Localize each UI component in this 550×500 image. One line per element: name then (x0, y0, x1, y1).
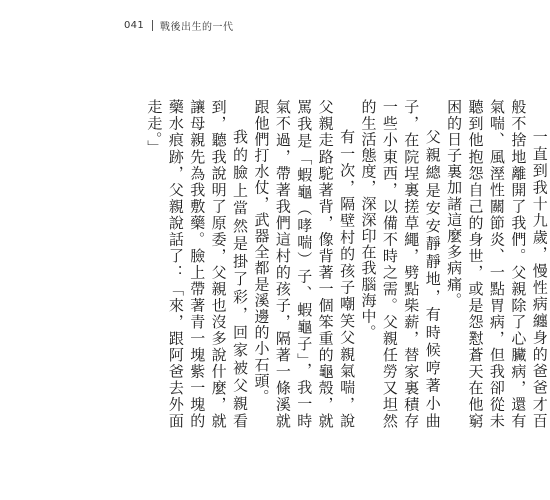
paragraph-4: 我的臉上當然是掛了彩，回家被父親看到，聽我說明了原委，父親也沒多說什麼，就讓母親先為我敷藥。臉上帶著青一塊紫一塊的藥水痕跡，父親說話了：「來，跟阿爸去外面走走。」 (145, 99, 250, 429)
header-divider (152, 20, 153, 31)
page-header (124, 18, 234, 32)
body-text (143, 99, 550, 429)
chapter-title: 戰後出生的一代 (160, 21, 234, 33)
page-number: 041 (124, 19, 144, 31)
paragraph-2: 父親總是安安靜靜地，有時候哼著小曲子，在院埕裏搓草繩，劈點柴薪，替家裏積存一些小東西，以備不時之需。父親任勞又坦然的生活態度，深深印在我腦海中。 (359, 99, 442, 429)
paragraph-1: 一直到我十九歲，慢性病纏身的爸爸才百般不捨地離開了我們。父親除了心臟病，還有氣喘、風溼性關節炎、一點胃病，但我卻從未聽到他抱怨自己的身世，或是怨懟蒼天在他窮困的日子裏加諸這麼多病痛。 (445, 99, 549, 429)
paragraph-3: 有一次，隔壁村的孩子嘲笑父親氣喘，說父親走路駝著背，像背著一個笨重的龜殼，就罵我是「蝦龜（哮喘）子、蝦龜子」，我一時氣不過，帶著我們這村的孩子，隔著一條溪就跟他們打水仗，武器全都是溪邊的小石頭。 (252, 99, 357, 429)
